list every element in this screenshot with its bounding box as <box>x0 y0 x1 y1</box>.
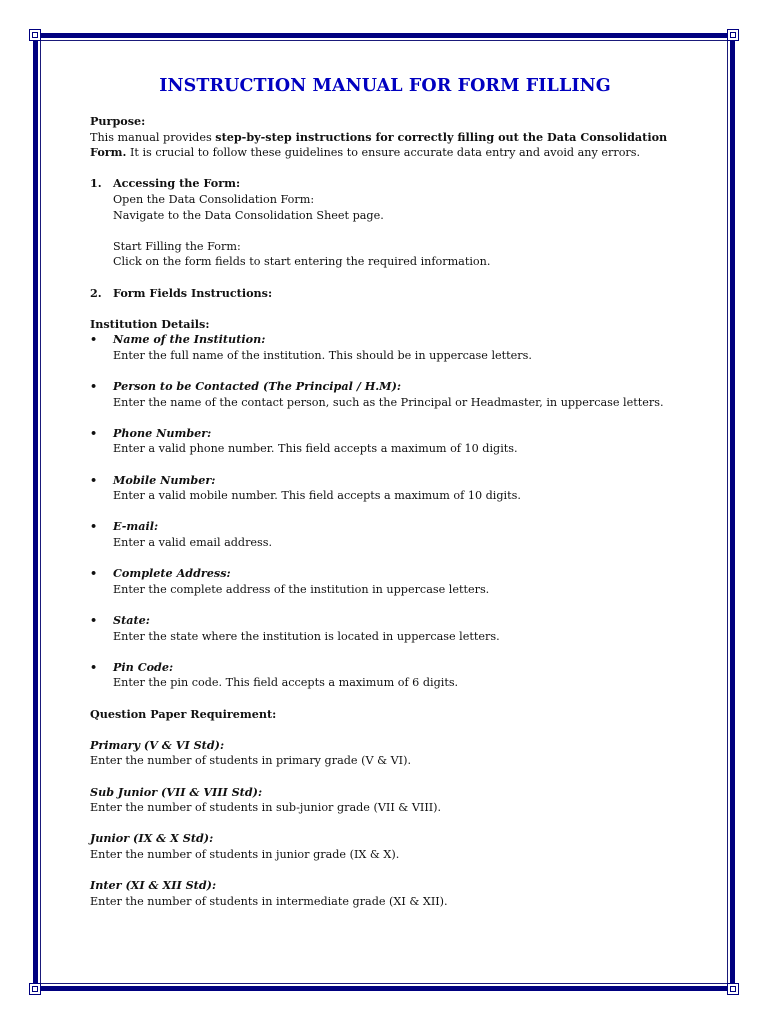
grade-label: Junior (IX & X Std): <box>90 831 214 846</box>
list-item <box>90 473 680 504</box>
bullet: • <box>90 519 98 534</box>
list-item <box>90 613 680 644</box>
bullet: • <box>90 332 98 347</box>
grade-label: Primary (V & VI Std): <box>90 737 225 752</box>
list-item <box>90 426 680 457</box>
list-item <box>90 519 680 550</box>
list-item <box>90 379 680 410</box>
section-1-line: Open the Data Consolidation Form: <box>113 192 315 206</box>
field-description: Enter a valid mobile number. This field accepts a maximum of 10 digits. <box>113 489 521 503</box>
bullet: • <box>90 472 98 487</box>
field-description: Enter the full name of the institution. This should be in uppercase letters. <box>113 348 532 362</box>
bullet: • <box>90 566 98 581</box>
bullet: • <box>90 379 98 394</box>
list-item <box>90 566 680 597</box>
corner-ornament-inner <box>32 986 38 992</box>
question-paper-heading: Question Paper Requirement: <box>90 706 277 721</box>
field-description: Enter the name of the contact person, such as the Principal or Headmaster, in uppercase letters. <box>113 395 664 409</box>
bullet: • <box>90 425 98 440</box>
section-title: Accessing the Form: <box>113 176 241 191</box>
purpose-heading: Purpose: <box>90 114 146 128</box>
institution-heading: Institution Details: <box>90 316 210 331</box>
page-title: INSTRUCTION MANUAL FOR FORM FILLING <box>159 76 611 96</box>
grade-description: Enter the number of students in primary grade (V & VI). <box>90 754 412 768</box>
section-2-heading <box>90 286 680 302</box>
field-description: Enter the pin code. This field accepts a maximum of 6 digits. <box>113 676 459 690</box>
corner-ornament-inner <box>730 986 736 992</box>
list-item <box>90 660 680 691</box>
field-label: Phone Number: <box>113 425 212 440</box>
field-description: Enter a valid email address. <box>113 536 273 550</box>
field-label: Name of the Institution: <box>113 332 266 347</box>
field-label: Mobile Number: <box>113 472 216 487</box>
section-1-line: Start Filling the Form: <box>113 239 241 253</box>
field-label: E-mail: <box>113 519 159 534</box>
field-label: Person to be Contacted (The Principal / H.M): <box>113 379 401 394</box>
field-description: Enter the complete address of the institution in uppercase letters. <box>113 582 490 596</box>
field-description: Enter the state where the institution is located in uppercase letters. <box>113 629 500 643</box>
purpose-text-bold: step-by-step instructions for correctly filling out the Data Consolidation Form. <box>90 129 668 160</box>
field-description: Enter a valid phone number. This field accepts a maximum of 10 digits. <box>113 442 518 456</box>
purpose-text-pre: This manual provides <box>90 130 216 144</box>
field-label: State: <box>113 613 150 627</box>
grade-label: Sub Junior (VII & VIII Std): <box>90 784 263 799</box>
document-body <box>90 74 680 909</box>
section-number: 1. <box>90 176 102 191</box>
bullet: • <box>90 613 98 627</box>
field-label: Complete Address: <box>113 566 231 581</box>
purpose-text-post: It is crucial to follow these guidelines to ensure accurate data entry and avoid any errors. <box>126 146 641 160</box>
section-1-line: Click on the form fields to start entering the required information. <box>113 255 491 269</box>
section-1-line: Navigate to the Data Consolidation Sheet page. <box>113 208 384 222</box>
section-number: 2. <box>90 285 102 300</box>
corner-ornament-inner <box>32 32 38 38</box>
section-title: Form Fields Instructions: <box>113 285 273 300</box>
bullet: • <box>90 659 98 674</box>
corner-ornament-inner <box>730 32 736 38</box>
purpose-text <box>90 130 680 161</box>
grade-description: Enter the number of students in junior grade (IX & X). <box>90 847 400 861</box>
field-label: Pin Code: <box>113 659 174 674</box>
grade-label: Inter (XI & XII Std): <box>90 878 217 893</box>
grade-description: Enter the number of students in sub-junior grade (VII & VIII). <box>90 801 442 815</box>
grade-description: Enter the number of students in intermediate grade (XI & XII). <box>90 894 448 908</box>
list-item <box>90 332 680 363</box>
section-1-heading <box>90 176 680 192</box>
